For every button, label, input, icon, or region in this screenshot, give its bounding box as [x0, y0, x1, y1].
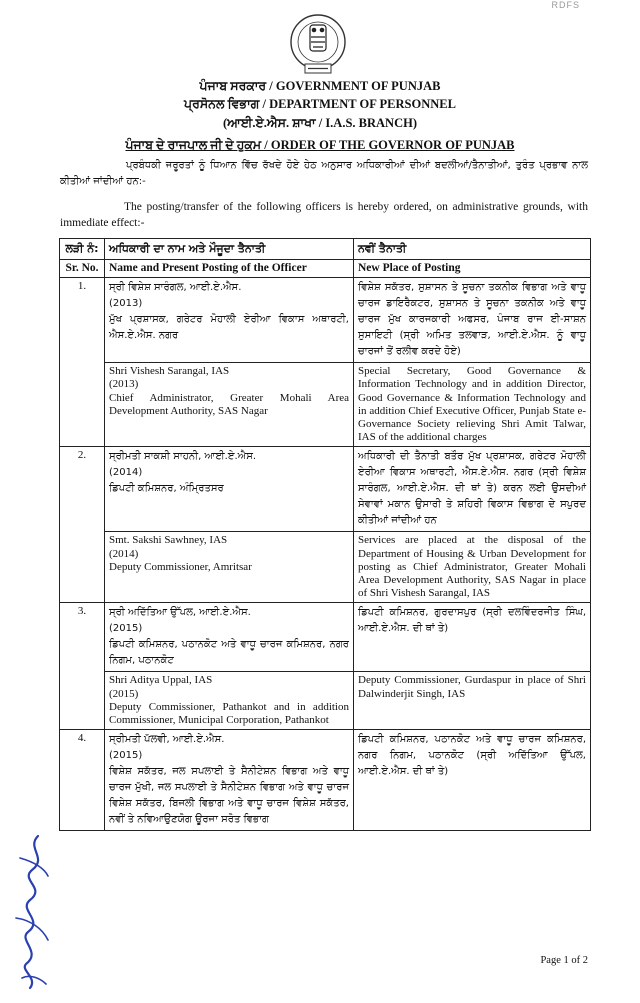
intro-punjabi: ਪ੍ਰਬੰਧਕੀ ਜਰੂਰਤਾਂ ਨੂੰ ਧਿਆਨ ਵਿੱਚ ਰੱਖਦੇ ਹੋਏ ਹੇਠ ਅਨੁਸਾਰ ਅਧਿਕਾਰੀਆਂ ਦੀਆਂ ਬਦਲੀਆਂ/ਤੈਨਾਤੀਆਂ, ਤੁਰੰਤ ਪ੍ਰਭਾਵ ਨਾਲ ਕੀਤੀਆਂ ਜਾਂਦੀਆਂ ਹਨ:-: [60, 160, 588, 187]
head-name-pa: ਅਧਿਕਾਰੀ ਦਾ ਨਾਮ ਅਤੇ ਮੌਜੂਦਾ ਤੈਨਾਤੀ: [105, 239, 354, 260]
officer-name-pa: ਸ੍ਰੀਮਤੀ ਸਾਕਸ਼ੀ ਸਾਹਨੀ, ਆਈ.ਏ.ਐਸ. (2014) ਡਿਪਟੀ ਕਮਿਸ਼ਨਰ, ਅੰਮ੍ਰਿਤਸਰ: [105, 447, 354, 532]
table-row: [60, 278, 591, 363]
new-posting-pa: ਡਿਪਟੀ ਕਮਿਸ਼ਨਰ, ਗੁਰਦਾਸਪੁਰ (ਸ੍ਰੀ ਦਲਵਿੰਦਰਜੀਤ ਸਿੰਘ, ਆਈ.ਏ.ਐਸ. ਦੀ ਥਾਂ ਤੇ): [354, 603, 591, 672]
officer-name-pa: ਸ੍ਰੀ ਵਿਸ਼ੇਸ਼ ਸਾਰੰਗਲ, ਆਈ.ਏ.ਐਸ. (2013) ਮੁੱਖ ਪ੍ਰਸ਼ਾਸਕ, ਗਰੇਟਰ ਮੋਹਾਲੀ ਏਰੀਆ ਵਿਕਾਸ ਅਥਾਰਟੀ, ਐਸ.ਏ.ਐਸ. ਨਗਰ: [105, 278, 354, 363]
table-row: [60, 730, 591, 831]
new-posting-pa: ਅਧਿਕਾਰੀ ਦੀ ਤੈਨਾਤੀ ਬਤੌਰ ਮੁੱਖ ਪ੍ਰਸ਼ਾਸਕ, ਗਰੇਟਰ ਮੋਹਾਲੀ ਏਰੀਆ ਵਿਕਾਸ ਅਥਾਰਟੀ, ਐਸ.ਏ.ਐਸ. ਨਗਰ (ਸ੍ਰੀ ਵਿਸ਼ੇਸ਼ ਸਾਰੰਗਲ, ਆਈ.ਏ.ਐਸ. ਦੀ ਥਾਂ ਤੇ) ਕਰਨ ਲਈ ਉਸਦੀਆਂ ਸੇਵਾਵਾਂ ਮਕਾਨ ਉਸਾਰੀ ਤੇ ਸ਼ਹਿਰੀ ਵਿਕਾਸ ਵਿਭਾਗ ਦੇ ਸਪੁਰਦ ਕੀਤੀਆਂ ਜਾਂਦੀਆਂ ਹਨ: [354, 447, 591, 532]
postings-table: [59, 238, 591, 831]
row-sr: 2.: [60, 447, 105, 603]
officer-name-en: Shri Aditya Uppal, IAS (2015) Deputy Commissioner, Pathankot and in addition Commissioner, Municipal Corporation, Pathankot: [105, 672, 354, 730]
head-sr-pa: ਲੜੀ ਨੰ:: [60, 239, 105, 260]
new-posting-en: Services are placed at the disposal of the Department of Housing & Urban Development for posting as Chief Administrator, Greater Mohali Area Development Authority, SAS Nagar in place of Shri Vishesh Sarangal, IAS: [354, 532, 591, 603]
header-branch: (ਆਈ.ਏ.ਐਸ. ਸ਼ਾਖਾ / I.A.S. BRANCH): [222, 116, 417, 130]
officer-name-pa: ਸ੍ਰੀ ਅਦਿੱਤਿਆ ਉੱਪਲ, ਆਈ.ਏ.ਐਸ. (2015) ਡਿਪਟੀ ਕਮਿਸ਼ਨਰ, ਪਠਾਨਕੋਟ ਅਤੇ ਵਾਧੂ ਚਾਰਜ ਕਮਿਸ਼ਨਰ, ਨਗਰ ਨਿਗਮ, ਪਠਾਨਕੋਟ: [105, 603, 354, 672]
table-row: [60, 532, 591, 603]
new-posting-en: Special Secretary, Good Governance & Information Technology and in addition Director, Good Governance & Information Technology and in addition Chief Executive Officer, Punjab State e-Governance Society relieving Shri Amit Talwar, IAS of the additional charges: [354, 363, 591, 447]
table-head-punjabi: [60, 239, 591, 260]
header-government: ਪੰਜਾਬ ਸਰਕਾਰ / GOVERNMENT OF PUNJAB: [199, 79, 441, 93]
handwritten-signature: [8, 828, 58, 993]
officer-name-en: Shri Vishesh Sarangal, IAS (2013) Chief Administrator, Greater Mohali Area Development Authority, SAS Nagar: [105, 363, 354, 447]
intro-english: The posting/transfer of the following officers is hereby ordered, on administrative grounds, with immediate effect:-: [60, 201, 588, 229]
row-sr: 1.: [60, 278, 105, 447]
head-sr-en: Sr. No.: [60, 260, 105, 278]
top-mark: RDFS: [551, 0, 580, 10]
row-sr: 3.: [60, 603, 105, 730]
table-row: [60, 603, 591, 672]
table-row: [60, 447, 591, 532]
national-emblem-seal: [287, 12, 349, 76]
page-number: Page 1 of 2: [540, 955, 588, 966]
head-name-en: Name and Present Posting of the Officer: [105, 260, 354, 278]
new-posting-pa: ਡਿਪਟੀ ਕਮਿਸ਼ਨਰ, ਪਠਾਨਕੋਟ ਅਤੇ ਵਾਧੂ ਚਾਰਜ ਕਮਿਸ਼ਨਰ, ਨਗਰ ਨਿਗਮ, ਪਠਾਨਕੋਟ (ਸ੍ਰੀ ਅਦਿੱਤਿਆ ਉੱਪਲ, ਆਈ.ਏ.ਐਸ. ਦੀ ਥਾਂ ਤੇ): [354, 730, 591, 831]
header-order-title: ਪੰਜਾਬ ਦੇ ਰਾਜਪਾਲ ਜੀ ਦੇ ਹੁਕਮ / ORDER OF THE GOVERNOR OF PUNJAB: [125, 138, 515, 152]
officer-name-en: Smt. Sakshi Sawhney, IAS (2014) Deputy Commissioner, Amritsar: [105, 532, 354, 603]
head-new-pa: ਨਵੀਂ ਤੈਨਾਤੀ: [354, 239, 591, 260]
table-row: [60, 363, 591, 447]
table-head-english: [60, 260, 591, 278]
new-posting-pa: ਵਿਸ਼ੇਸ਼ ਸਕੱਤਰ, ਸੁਸ਼ਾਸਨ ਤੇ ਸੂਚਨਾ ਤਕਨੀਕ ਵਿਭਾਗ ਅਤੇ ਵਾਧੂ ਚਾਰਜ ਡਾਇਰੈਕਟਰ, ਸੁਸ਼ਾਸਨ ਤੇ ਸੂਚਨਾ ਤਕਨੀਕ ਅਤੇ ਵਾਧੂ ਚਾਰਜ ਮੁੱਖ ਕਾਰਜਕਾਰੀ ਅਫਸਰ, ਪੰਜਾਬ ਰਾਜ ਈ-ਸਾਸ਼ਨ ਸੁਸਾਇਟੀ (ਸ੍ਰੀ ਅਮਿਤ ਤਲਵਾੜ, ਆਈ.ਏ.ਐਸ. ਨੂੰ ਵਾਧੂ ਚਾਰਜਾਂ ਤੋਂ ਰਲੀਵ ਕਰਦੇ ਹੋਏ): [354, 278, 591, 363]
head-new-en: New Place of Posting: [354, 260, 591, 278]
header-department: ਪ੍ਰਸੋਨਲ ਵਿਭਾਗ / DEPARTMENT OF PERSONNEL: [184, 97, 456, 111]
officer-name-pa: ਸ੍ਰੀਮਤੀ ਪੱਲਵੀ, ਆਈ.ਏ.ਐਸ. (2015) ਵਿਸ਼ੇਸ਼ ਸਕੱਤਰ, ਜਲ ਸਪਲਾਈ ਤੇ ਸੈਨੀਟੇਸ਼ਨ ਵਿਭਾਗ ਅਤੇ ਵਾਧੂ ਚਾਰਜ ਮੁੱਖੀ, ਜਲ ਸਪਲਾਈ ਤੇ ਸੈਨੀਟੇਸ਼ਨ ਵਿਭਾਗ ਅਤੇ ਵਾਧੂ ਚਾਰਜ ਵਿਸ਼ੇਸ਼ ਸਕੱਤਰ, ਬਿਜਲੀ ਵਿਭਾਗ ਅਤੇ ਵਾਧੂ ਚਾਰਜ ਵਿਸ਼ੇਸ਼ ਸਕੱਤਰ, ਨਵੀਂ ਤੇ ਨਵਿਆਉਣਯੋਗ ਊਰਜਾ ਸਰੋਤ ਵਿਭਾਗ: [105, 730, 354, 831]
table-row: [60, 672, 591, 730]
new-posting-en: Deputy Commissioner, Gurdaspur in place of Shri Dalwinderjit Singh, IAS: [354, 672, 591, 730]
row-sr: 4.: [60, 730, 105, 831]
